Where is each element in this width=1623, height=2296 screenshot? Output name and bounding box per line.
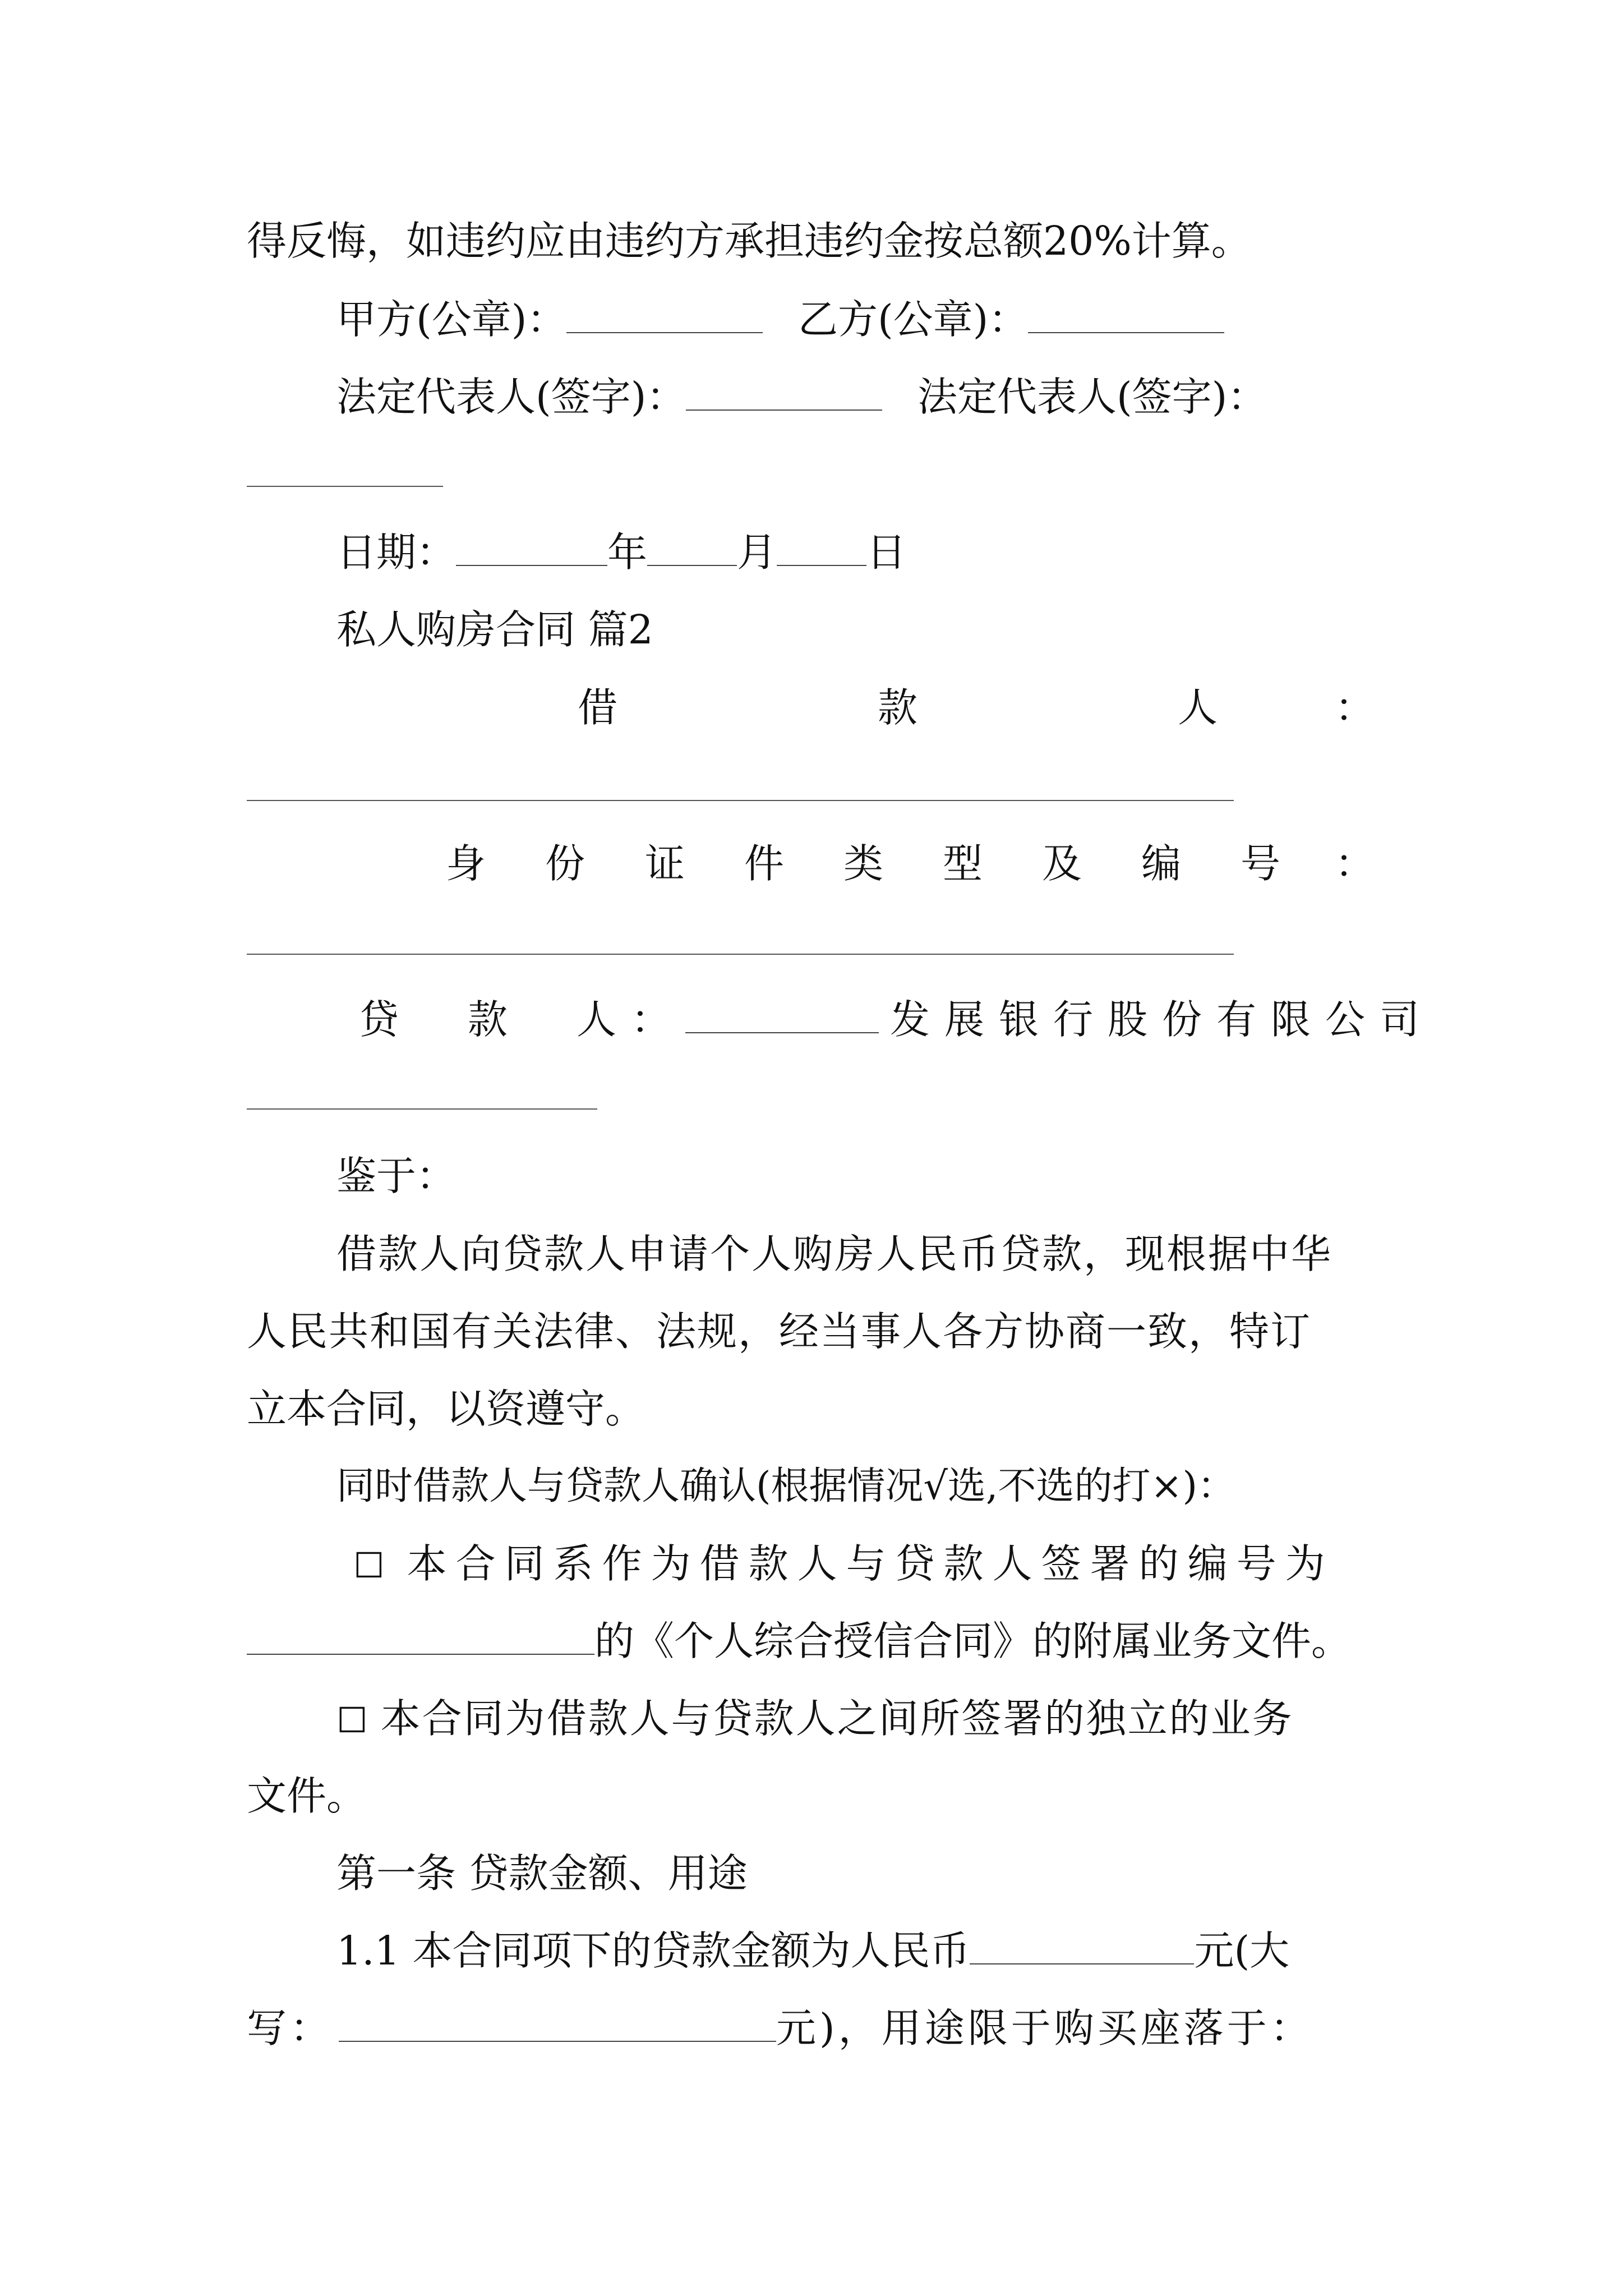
id-type-char: 份 <box>545 840 585 887</box>
option-2-checkbox[interactable]: ☐ <box>336 1700 370 1741</box>
penalty-clause-line <box>247 213 1251 269</box>
option-1-checkbox[interactable]: ☐ <box>353 1545 394 1586</box>
day-blank[interactable] <box>777 531 866 566</box>
party-b-seal-label: 乙方(公章)： <box>797 296 1029 343</box>
legal-rep-line <box>336 369 1267 425</box>
article-1-1-line-2 <box>247 2000 1313 2056</box>
article-1-1-capital-label: 写： <box>247 2005 334 2051</box>
party-a-seal-label: 甲方(公章)： <box>336 296 567 343</box>
option-2-text-cont: 文件。 <box>247 1773 367 1819</box>
borrower-char: 款 <box>878 684 918 731</box>
confirm-line <box>336 1458 1235 1515</box>
preamble-line-3 <box>247 1381 645 1437</box>
article-1-title: 第一条 贷款金额、用途 <box>336 1850 748 1897</box>
legal-rep-b-label: 法定代表人(签字)： <box>917 374 1267 420</box>
month-blank[interactable] <box>647 531 737 566</box>
preamble-text: 借款人向贷款人申请个人购房人民币贷款，现根据中华 <box>336 1231 1333 1277</box>
preamble-text: 立本合同，以资遵守。 <box>247 1386 645 1432</box>
section-title-line <box>336 602 653 658</box>
confirm-text: 同时借款人与贷款人确认(根据情况√选,不选的打×)： <box>336 1464 1235 1508</box>
lender-blank[interactable] <box>685 999 879 1033</box>
legal-rep-b-blank[interactable] <box>247 486 443 487</box>
article-1-1-purpose: 元)，用途限于购买座落于： <box>776 2005 1313 2051</box>
preamble-line-1 <box>336 1226 1332 1282</box>
date-label: 日期： <box>336 529 457 576</box>
party-a-seal-blank[interactable] <box>566 298 763 333</box>
option-2-line-1 <box>336 1691 1294 1747</box>
id-type-char: 及 <box>1042 840 1082 887</box>
year-label: 年 <box>607 529 648 576</box>
id-type-blank[interactable] <box>247 954 1234 955</box>
article-1-1-text: 1.1 本合同项下的贷款金额为人民币 <box>336 1927 970 1974</box>
option-1-line-2 <box>247 1613 1351 1669</box>
seal-line <box>336 292 1224 348</box>
whereas-line <box>336 1148 456 1204</box>
legal-rep-a-blank[interactable] <box>686 376 882 411</box>
id-type-char: 类 <box>843 840 884 887</box>
article-1-title-line <box>336 1846 748 1902</box>
loan-amount-capital-blank[interactable] <box>339 2007 776 2042</box>
option-1-line-1 <box>353 1536 1334 1592</box>
article-1-1-line-1 <box>336 1923 1289 1979</box>
borrower-char: 借 <box>578 684 618 731</box>
option-2-text: 本合同为借款人与贷款人之间所签署的独立的业务 <box>380 1695 1294 1742</box>
credit-contract-number-blank[interactable] <box>247 1620 594 1655</box>
option-2-line-2 <box>247 1768 366 1824</box>
month-label: 月 <box>737 529 777 576</box>
id-type-char: 型 <box>943 840 983 887</box>
date-line <box>336 524 906 581</box>
id-type-char: 号 <box>1241 840 1281 887</box>
day-label: 日 <box>866 529 907 576</box>
preamble-text: 人民共和国有关法律、法规，经当事人各方协商一致，特订 <box>247 1308 1312 1355</box>
borrower-char: 人 <box>1178 684 1218 731</box>
whereas-label: 鉴于： <box>336 1153 457 1199</box>
article-1-1-yuan: 元(大 <box>1194 1927 1290 1974</box>
lender-bank-name: 发展银行股份有限公司 <box>890 996 1435 1043</box>
lender-line <box>359 992 1434 1048</box>
party-b-seal-blank[interactable] <box>1028 298 1224 333</box>
id-type-char: 编 <box>1141 840 1182 887</box>
id-type-char: 件 <box>744 840 785 887</box>
id-type-char: ： <box>1335 840 1375 887</box>
section-title: 私人购房合同 篇2 <box>336 606 653 653</box>
legal-rep-a-label: 法定代表人(签字)： <box>336 374 686 420</box>
borrower-char: ： <box>1335 684 1375 731</box>
id-type-char: 身 <box>446 840 486 887</box>
id-type-char: 证 <box>645 840 685 887</box>
lender-bank-blank[interactable] <box>247 1108 597 1110</box>
option-1-text: 本合同系作为借款人与贷款人签署的编号为 <box>407 1540 1334 1587</box>
loan-amount-blank[interactable] <box>970 1930 1194 1964</box>
preamble-line-2 <box>247 1304 1311 1360</box>
year-blank[interactable] <box>456 531 607 566</box>
penalty-clause-text: 得反悔，如违约应由违约方承担违约金按总额20%计算。 <box>247 218 1251 264</box>
option-1-text-cont: 的《个人综合授信合同》的附属业务文件。 <box>594 1618 1352 1664</box>
lender-label: 贷 款 人： <box>359 996 686 1043</box>
borrower-blank[interactable] <box>247 800 1234 801</box>
